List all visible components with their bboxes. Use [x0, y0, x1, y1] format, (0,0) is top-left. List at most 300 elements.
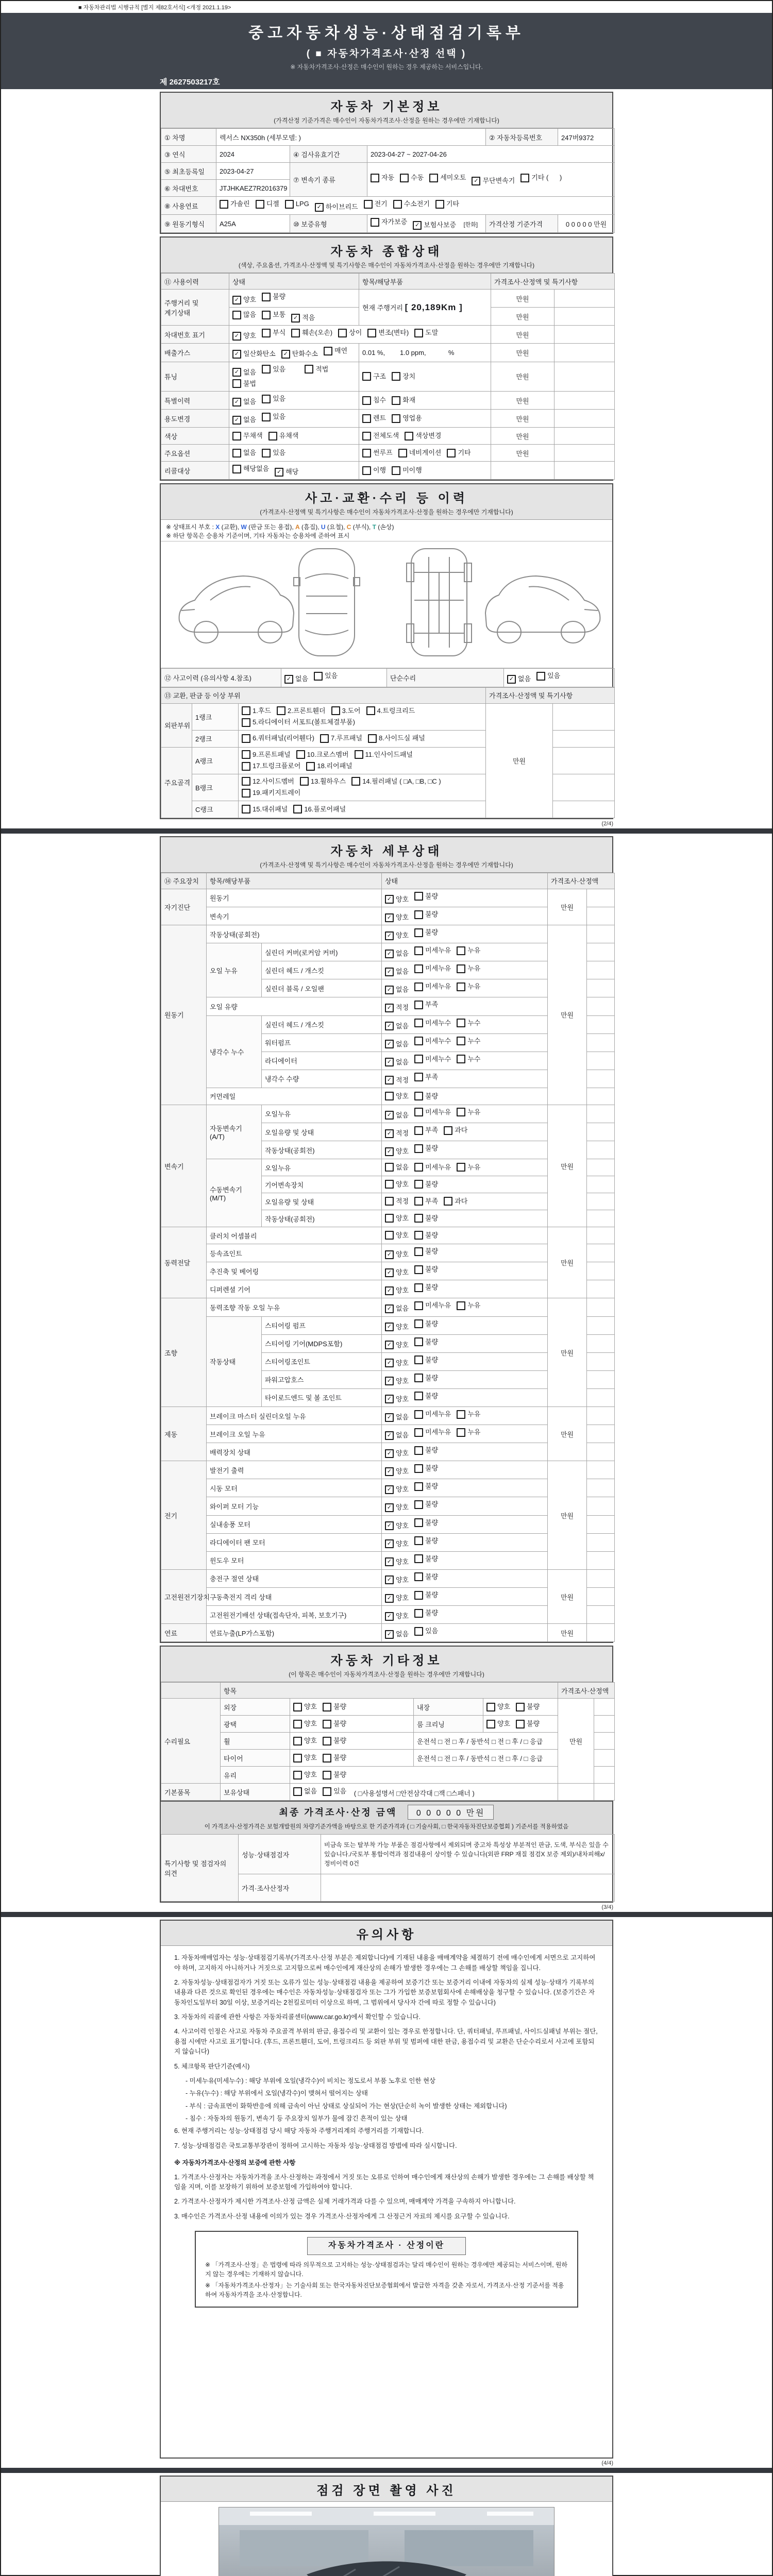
detail-1-4-options — [385, 1003, 444, 1011]
option-label: 11.인사이드패널 — [365, 750, 413, 758]
usage-5-g0-option-없음[interactable] — [232, 414, 256, 426]
usage-1-g0-option-훼손오손[interactable] — [291, 327, 332, 338]
option-label: 양호 — [396, 1557, 409, 1566]
detail-2-6-option-양호[interactable] — [385, 1213, 409, 1224]
detail-1-0-option-불량[interactable] — [414, 927, 438, 938]
unchecked-checkbox-icon — [516, 1720, 525, 1728]
fuel-options-option-하이브리드[interactable] — [315, 201, 358, 213]
rank-4-option-15대쉬패널[interactable] — [242, 804, 288, 815]
detail-2-6-option-불량[interactable] — [414, 1213, 438, 1224]
detail-1-8-option-부족[interactable] — [414, 1072, 438, 1083]
detail-2-2-option-불량[interactable] — [414, 1143, 438, 1154]
status-cell — [382, 961, 548, 979]
subgroup-cell: 수동변속기 (M/T) — [207, 1159, 262, 1227]
checked-checkbox-icon: ✓ — [284, 675, 293, 684]
detail-1-3-option-누유[interactable] — [457, 981, 480, 992]
detail-1-9-option-양호[interactable] — [385, 1091, 409, 1102]
detail-1-5-option-미세누수[interactable] — [414, 1018, 451, 1029]
item-cell: 배력장치 상태 — [207, 1443, 382, 1461]
usage-3-g0-option-없음[interactable] — [232, 367, 256, 378]
detail-1-5-option-누수[interactable] — [457, 1018, 480, 1029]
simple-repair-options-option-있음[interactable] — [536, 670, 560, 682]
option-label: 9.프론트패널 — [253, 750, 291, 758]
unchecked-checkbox-icon — [366, 706, 375, 715]
detail-2-3-option-없음[interactable] — [385, 1162, 409, 1173]
option-label: 양호 — [396, 1359, 409, 1367]
item-cell — [359, 362, 491, 392]
option-label: 누수 — [467, 1037, 481, 1045]
status-cell — [382, 1316, 548, 1334]
rank-0-option-5라디에이터서포트볼트체[interactable] — [242, 717, 355, 728]
blank-cell — [587, 1070, 615, 1088]
rank-2-option-9프론트패널[interactable] — [242, 749, 291, 760]
detail-5-0-option-없음[interactable] — [385, 1412, 409, 1423]
blank-cell — [587, 1425, 615, 1443]
repair-4-l-option-양호[interactable] — [293, 1769, 317, 1781]
rank-2-option-18리어패널[interactable] — [306, 760, 352, 772]
detail-3-1-option-양호[interactable] — [385, 1249, 409, 1260]
transmission-options-option-자동[interactable] — [371, 172, 394, 183]
notices-heading: 유의사항 — [356, 1928, 417, 1942]
detail-7-2-option-양호[interactable] — [385, 1611, 409, 1622]
unchecked-checkbox-icon — [414, 1055, 423, 1063]
detail-1-6-option-미세누수[interactable] — [414, 1036, 451, 1047]
detail-0-0-option-양호[interactable] — [385, 894, 409, 905]
detail-2-0-option-없음[interactable] — [385, 1110, 409, 1121]
usage-7-i0-option-기타[interactable] — [447, 447, 470, 459]
accident-history-options-option-없음[interactable] — [284, 673, 308, 685]
item-cell: 실린더 헤드 / 개스킷 — [262, 961, 382, 979]
notice-item-5-bullet-2: - 누유(누수) : 해당 부위에서 오일(냉각수)이 맺혀서 떨어지는 상태 — [186, 2090, 368, 2097]
status-cell — [229, 445, 359, 462]
usage-6-i0-option-색상변경[interactable] — [405, 430, 441, 442]
subgroup-cell: 자동변속기 (A/T) — [207, 1105, 262, 1159]
detail-7-2-option-불량[interactable] — [414, 1607, 438, 1619]
rank-0-option-3도어[interactable] — [331, 705, 361, 717]
repair-1-l-option-양호[interactable] — [293, 1718, 317, 1730]
checked-checkbox-icon: ✓ — [385, 913, 394, 922]
unchecked-checkbox-icon — [232, 432, 241, 440]
status-cell — [229, 428, 359, 445]
accident-history-title — [161, 484, 612, 520]
status-cell — [382, 1176, 548, 1193]
usage-3-i0-option-구조[interactable] — [362, 371, 386, 382]
unchecked-checkbox-icon — [414, 1144, 423, 1153]
final-price-band — [161, 1801, 612, 1834]
option-label: 없음 — [396, 1040, 409, 1048]
item-cell: 작동상태(공회전) — [207, 925, 382, 943]
detail-4-2-option-양호[interactable] — [385, 1340, 409, 1351]
usage-6-g0-option-유채색[interactable] — [268, 430, 299, 442]
usage-8-g0-option-해당[interactable] — [275, 466, 298, 478]
unchecked-checkbox-icon — [355, 750, 363, 759]
option-label: 누유 — [467, 1428, 481, 1436]
repair-2-l-options — [293, 1736, 352, 1747]
detail-4-0-option-미세누유[interactable] — [414, 1300, 451, 1311]
repair-3-l-option-불량[interactable] — [323, 1752, 346, 1764]
detail-3-0-options — [385, 1233, 444, 1241]
usage-2-g0-option-일산화탄소[interactable] — [232, 348, 276, 360]
detail-1-8-option-적정[interactable] — [385, 1075, 409, 1086]
detail-1-6-option-없음[interactable] — [385, 1039, 409, 1050]
option-label: 없음 — [396, 1058, 409, 1066]
option-label: 자동 — [381, 174, 395, 182]
fuel-options-option-디젤[interactable] — [256, 198, 279, 210]
blank-cell — [587, 1298, 615, 1316]
usage-8-i0-option-이행[interactable] — [362, 465, 386, 476]
usage-label-cell: 특별이력 — [161, 392, 229, 410]
repair-item-cell: 휠 — [221, 1733, 290, 1750]
status-cell — [382, 1033, 548, 1052]
detail-2-3-option-미세누유[interactable] — [414, 1162, 451, 1173]
blank-cell — [594, 1716, 615, 1733]
blank-cell — [587, 889, 615, 907]
option-label: 해당 — [285, 468, 299, 476]
option-label: 양호 — [304, 1719, 317, 1727]
detail-5-0-option-누유[interactable] — [457, 1409, 480, 1420]
detail-2-0-option-미세누유[interactable] — [414, 1107, 451, 1118]
detail-1-5-option-없음[interactable] — [385, 1021, 409, 1032]
usage-4-g0-option-있음[interactable] — [262, 393, 285, 404]
repair-2-l-option-불량[interactable] — [323, 1735, 346, 1747]
detail-6-0-option-양호[interactable] — [385, 1466, 409, 1477]
transmission-options-option-수동[interactable] — [400, 172, 424, 183]
unchecked-checkbox-icon — [414, 1464, 423, 1473]
item-cell: 스티어링 기어(MDPS포함) — [262, 1334, 382, 1352]
detail-2-0-option-누유[interactable] — [457, 1107, 480, 1118]
option-label: 없음 — [518, 675, 531, 683]
detail-2-4-option-불량[interactable] — [414, 1179, 438, 1190]
detail-3-2-options — [385, 1265, 444, 1277]
transmission-options-option-무단변속기[interactable] — [472, 175, 515, 187]
detail-1-7-option-미세누수[interactable] — [414, 1054, 451, 1065]
detail-1-1-option-미세누유[interactable] — [414, 945, 451, 956]
warranty-checks-option-보험사보증[interactable] — [413, 219, 456, 231]
unchecked-checkbox-icon — [364, 200, 373, 209]
overall-status-title — [161, 238, 612, 273]
usage-8-i0-option-미이행[interactable] — [392, 465, 422, 476]
detail-4-1-option-양호[interactable] — [385, 1321, 409, 1333]
warranty-checks-option-자가보증[interactable] — [371, 216, 407, 228]
blank-cell — [553, 774, 615, 801]
detail-2-1-option-과다[interactable] — [444, 1125, 467, 1136]
blank-cell — [587, 907, 615, 925]
usage-8-g0-option-해당없음[interactable] — [232, 463, 269, 474]
unchecked-checkbox-icon — [414, 1609, 423, 1618]
detail-2-5-option-과다[interactable] — [444, 1196, 467, 1207]
usage-3-g1-option-적법[interactable] — [305, 364, 328, 375]
option-label: 없음 — [396, 1630, 409, 1638]
option-label: 양호 — [396, 895, 409, 903]
item-cell: 냉각수 수량 — [262, 1070, 382, 1088]
detail-1-3-option-없음[interactable] — [385, 984, 409, 995]
usage-label-cell: 주요옵션 — [161, 445, 229, 462]
checked-checkbox-icon: ✓ — [385, 1268, 394, 1277]
unchecked-checkbox-icon — [293, 1754, 302, 1762]
detail-4-4-option-불량[interactable] — [414, 1372, 438, 1384]
unchecked-checkbox-icon — [414, 1092, 423, 1100]
detail-2-1-option-적정[interactable] — [385, 1128, 409, 1139]
fuel-options-option-수소전기[interactable] — [393, 198, 430, 210]
detail-1-0-option-양호[interactable] — [385, 930, 409, 941]
unchecked-checkbox-icon — [414, 964, 423, 973]
usage-0-s1-option-불량[interactable] — [262, 291, 285, 302]
usage-1-g0-option-변조변타[interactable] — [367, 327, 409, 338]
repair-0-l-option-불량[interactable] — [323, 1701, 346, 1713]
option-label: 자가보증 — [381, 218, 408, 226]
item-cell: 동력조향 작동 오일 누유 — [207, 1298, 382, 1316]
rank-1-option-8사이드실패널[interactable] — [368, 733, 425, 744]
detail-4-5-option-양호[interactable] — [385, 1394, 409, 1405]
blank-cell — [587, 1334, 615, 1352]
option-label: 세미오토 — [440, 174, 466, 182]
fuel-options-option-전기[interactable] — [364, 198, 388, 210]
detail-1-7-option-누수[interactable] — [457, 1054, 480, 1065]
detail-3-3-options — [385, 1283, 444, 1295]
rank-0-option-4트렁크리드[interactable] — [366, 705, 415, 717]
usage-0-s1-option-양호[interactable] — [232, 294, 256, 306]
detail-4-5-option-불량[interactable] — [414, 1391, 438, 1402]
detail-1-6-option-누수[interactable] — [457, 1036, 480, 1047]
detail-1-4-option-부족[interactable] — [414, 999, 438, 1010]
detail-1-2-option-미세누유[interactable] — [414, 963, 451, 974]
detail-7-1-option-불량[interactable] — [414, 1589, 438, 1601]
unchecked-checkbox-icon — [323, 1720, 331, 1728]
detail-6-3-option-불량[interactable] — [414, 1517, 438, 1529]
option-label: 네비게이션 — [409, 449, 442, 457]
detail-6-0-option-불량[interactable] — [414, 1463, 438, 1474]
detail-6-2-option-양호[interactable] — [385, 1502, 409, 1513]
option-label: 양호 — [497, 1719, 511, 1727]
detail-5-1-option-없음[interactable] — [385, 1430, 409, 1441]
rank-4-option-16플로어패널[interactable] — [293, 804, 346, 815]
detail-2-5-option-부족[interactable] — [414, 1196, 438, 1207]
detail-4-3-option-불량[interactable] — [414, 1354, 438, 1366]
detail-1-1-option-없음[interactable] — [385, 948, 409, 959]
fuel-options-option-기타[interactable] — [435, 198, 459, 210]
checked-checkbox-icon: ✓ — [385, 1377, 394, 1385]
repair-options-cell — [290, 1699, 414, 1716]
detail-4-0-option-없음[interactable] — [385, 1303, 409, 1314]
repair-1-l-options — [293, 1719, 352, 1730]
usage-3-i0-option-장치[interactable] — [392, 371, 415, 382]
detail-4-4-option-양호[interactable] — [385, 1376, 409, 1387]
item-cell: 구동축전지 격리 상태 — [207, 1587, 382, 1605]
usage-1-g0-option-도말[interactable] — [414, 327, 438, 338]
detail-6-4-option-불량[interactable] — [414, 1535, 438, 1547]
usage-5-i0-option-영업용[interactable] — [392, 413, 422, 424]
usage-4-i0-option-침수[interactable] — [362, 395, 386, 406]
detail-6-4-option-양호[interactable] — [385, 1538, 409, 1550]
unchecked-checkbox-icon — [486, 1703, 495, 1711]
detail-6-2-option-불량[interactable] — [414, 1499, 438, 1510]
holding-option-있음[interactable] — [323, 1786, 346, 1797]
item-cell: 스티어링 펌프 — [262, 1316, 382, 1334]
detail-5-1-option-미세누유[interactable] — [414, 1427, 451, 1438]
repair-1-l-option-불량[interactable] — [323, 1718, 346, 1730]
unchecked-checkbox-icon — [414, 1283, 423, 1292]
repair-item-cell: 유리 — [221, 1767, 290, 1784]
rank-0-option-1후드[interactable] — [242, 705, 271, 717]
detail-4-3-option-양호[interactable] — [385, 1358, 409, 1369]
usage-7-i0-option-썬루프[interactable] — [362, 447, 393, 459]
detail-2-6-options — [385, 1216, 444, 1224]
rank-1-option-6쿼터패널리어휀다[interactable] — [242, 733, 314, 744]
warranty-options — [367, 215, 486, 233]
inspection-valid-value: 2023-04-27 ~ 2027-04-26 — [367, 146, 615, 163]
detail-5-2-option-불량[interactable] — [414, 1445, 438, 1456]
detail-6-1-option-불량[interactable] — [414, 1481, 438, 1492]
detail-3-0-option-불량[interactable] — [414, 1230, 438, 1241]
repair-1-r-options — [486, 1719, 545, 1730]
checked-checkbox-icon: ✓ — [232, 398, 241, 406]
repair-3-l-option-양호[interactable] — [293, 1752, 317, 1764]
usage-1-g0-option-상이[interactable] — [338, 327, 362, 338]
rank-3-option-19패키지트레이[interactable] — [242, 787, 300, 799]
accident-history-options-option-있음[interactable] — [314, 670, 338, 682]
detail-0-0-option-불량[interactable] — [414, 891, 438, 902]
repair-2-l-option-양호[interactable] — [293, 1735, 317, 1747]
checked-checkbox-icon: ✓ — [385, 1575, 394, 1584]
usage-2-g0-option-매연[interactable] — [324, 345, 347, 357]
option-label: 영업용 — [402, 414, 422, 422]
usage-4-i0-option-화재[interactable] — [392, 395, 415, 406]
detail-6-1-option-양호[interactable] — [385, 1484, 409, 1495]
detail-0-1-option-양호[interactable] — [385, 912, 409, 923]
unchecked-checkbox-icon — [414, 1536, 423, 1545]
detail-2-2-option-양호[interactable] — [385, 1146, 409, 1157]
status-cell — [229, 362, 359, 392]
rank-0-option-2프론트휀더[interactable] — [277, 705, 326, 717]
detail-5-2-option-양호[interactable] — [385, 1448, 409, 1459]
detail-4-1-option-불량[interactable] — [414, 1318, 438, 1330]
usage-6-g0-option-무채색[interactable] — [232, 430, 263, 442]
detail-3-3-option-불량[interactable] — [414, 1282, 438, 1293]
rank-2-option-17트렁크플로어[interactable] — [242, 760, 300, 772]
detail-1-2-option-누유[interactable] — [457, 963, 480, 974]
unchecked-checkbox-icon — [414, 1126, 423, 1135]
photo-front-illustration — [219, 2507, 554, 2576]
detail-8-0-option-없음[interactable] — [385, 1629, 409, 1640]
item-cell: 오일누유 — [262, 1105, 382, 1123]
rank-1-option-7루프패널[interactable] — [320, 733, 362, 744]
usage-5-i0-option-렌트[interactable] — [362, 413, 386, 424]
simple-repair-options-option-없음[interactable] — [507, 673, 531, 685]
detail-6-2-options — [385, 1500, 444, 1512]
fuel-options-option-가솔린[interactable] — [220, 198, 250, 210]
usage-7-g0-option-있음[interactable] — [262, 447, 285, 459]
usage-1-g0-option-양호[interactable] — [232, 330, 256, 342]
rank-3-option-14필러패널ABC[interactable] — [351, 776, 441, 787]
unchecked-checkbox-icon — [362, 466, 371, 475]
repair-1-r-option-양호[interactable] — [486, 1718, 510, 1730]
repair-0-r-option-양호[interactable] — [486, 1701, 510, 1713]
option-label: 없음 — [243, 449, 257, 457]
usage-0-s2-option-많음[interactable] — [232, 309, 256, 320]
blank-cell — [587, 1227, 615, 1244]
detail-2-4-option-양호[interactable] — [385, 1179, 409, 1190]
detail-1-9-option-불량[interactable] — [414, 1091, 438, 1102]
repair-0-r-option-불량[interactable] — [516, 1701, 540, 1713]
unchecked-checkbox-icon — [362, 414, 371, 423]
detail-6-5-option-양호[interactable] — [385, 1556, 409, 1568]
detail-2-1-option-부족[interactable] — [414, 1125, 438, 1136]
detail-6-5-option-불량[interactable] — [414, 1553, 438, 1565]
rank-2-option-10크로스멤버[interactable] — [296, 749, 349, 760]
rank-3-option-13휠하우스[interactable] — [300, 776, 346, 787]
usage-6-i0-option-전체도색[interactable] — [362, 430, 399, 442]
transmission-options-option-기타[interactable] — [520, 172, 562, 183]
fuel-options-option-LPG[interactable] — [285, 198, 309, 210]
repair-4-l-option-불량[interactable] — [323, 1769, 346, 1781]
option-label: 양호 — [396, 1323, 409, 1331]
detail-3-3-option-양호[interactable] — [385, 1285, 409, 1296]
repair-item-cell: 외장 — [221, 1699, 290, 1716]
detail-3-1-option-불량[interactable] — [414, 1246, 438, 1257]
holding-options — [293, 1787, 352, 1798]
usage-7-g0-option-없음[interactable] — [232, 447, 256, 459]
detail-1-1-option-누유[interactable] — [457, 945, 480, 956]
transmission-options-option-세미오토[interactable] — [429, 172, 466, 183]
usage-5-g0-option-있음[interactable] — [262, 411, 285, 422]
detail-4-2-option-불량[interactable] — [414, 1336, 438, 1348]
holding-option-없음[interactable] — [293, 1786, 317, 1797]
detail-0-1-option-불량[interactable] — [414, 909, 438, 920]
option-label: 불량 — [425, 1392, 439, 1400]
detail-7-0-option-양호[interactable] — [385, 1574, 409, 1586]
option-label: 하이브리드 — [325, 203, 358, 211]
detail-2-5-option-적정[interactable] — [385, 1196, 409, 1207]
usage-0-s2-option-보통[interactable] — [262, 309, 285, 320]
subgroup-cell: 냉각수 누수 — [207, 1015, 262, 1088]
unchecked-checkbox-icon — [242, 750, 250, 759]
detail-1-3-option-미세누유[interactable] — [414, 981, 451, 992]
detail-3-2-option-불량[interactable] — [414, 1264, 438, 1275]
detail-4-0-option-누유[interactable] — [457, 1300, 480, 1311]
option-label: 없음 — [396, 1111, 409, 1119]
detail-7-0-option-불량[interactable] — [414, 1571, 438, 1583]
detail-8-0-option-있음[interactable] — [414, 1625, 438, 1637]
usage-0-s2-option-적음[interactable] — [291, 312, 315, 324]
repair-0-l-option-양호[interactable] — [293, 1701, 317, 1713]
usage-7-i0-option-네비게이션[interactable] — [398, 447, 442, 459]
price-appraisal-box-note-1: ※ 「가격조사·산정」은 법령에 따라 의무적으로 고지하는 성능·상태점검과는 달리 매수인이 원하는 경우에만 제공되는 서비스이며, 원하지 않는 경우에는 기재하지 않습니다. — [205, 2261, 568, 2278]
rank-2-option-11인사이드패널[interactable] — [355, 749, 413, 760]
detail-1-2-option-없음[interactable] — [385, 966, 409, 977]
status-cell — [382, 1088, 548, 1105]
detail-7-1-option-양호[interactable] — [385, 1592, 409, 1604]
detail-1-7-option-없음[interactable] — [385, 1057, 409, 1068]
option-label: 적정 — [396, 1076, 409, 1084]
detail-6-3-option-양호[interactable] — [385, 1520, 409, 1532]
detail-5-1-option-누유[interactable] — [457, 1427, 480, 1438]
usage-1-g0-option-부식[interactable] — [262, 327, 285, 338]
repair-1-r-option-불량[interactable] — [516, 1718, 540, 1730]
detail-1-4-option-적정[interactable] — [385, 1002, 409, 1013]
usage-3-g1-option-불법[interactable] — [232, 378, 256, 389]
usage-4-g0-option-없음[interactable] — [232, 396, 256, 408]
detail-5-0-option-미세누유[interactable] — [414, 1409, 451, 1420]
page-separator — [1, 1912, 772, 1917]
option-label: 도말 — [425, 329, 439, 337]
detail-3-2-option-양호[interactable] — [385, 1267, 409, 1278]
usage-3-g0-option-있음[interactable] — [262, 364, 285, 375]
usage-2-g0-option-탄화수소[interactable] — [281, 348, 318, 360]
detail-3-0-option-양호[interactable] — [385, 1230, 409, 1241]
detail-2-3-option-누유[interactable] — [457, 1162, 480, 1173]
unchecked-checkbox-icon — [232, 379, 241, 388]
rank-3-option-12사이드멤버[interactable] — [242, 776, 294, 787]
